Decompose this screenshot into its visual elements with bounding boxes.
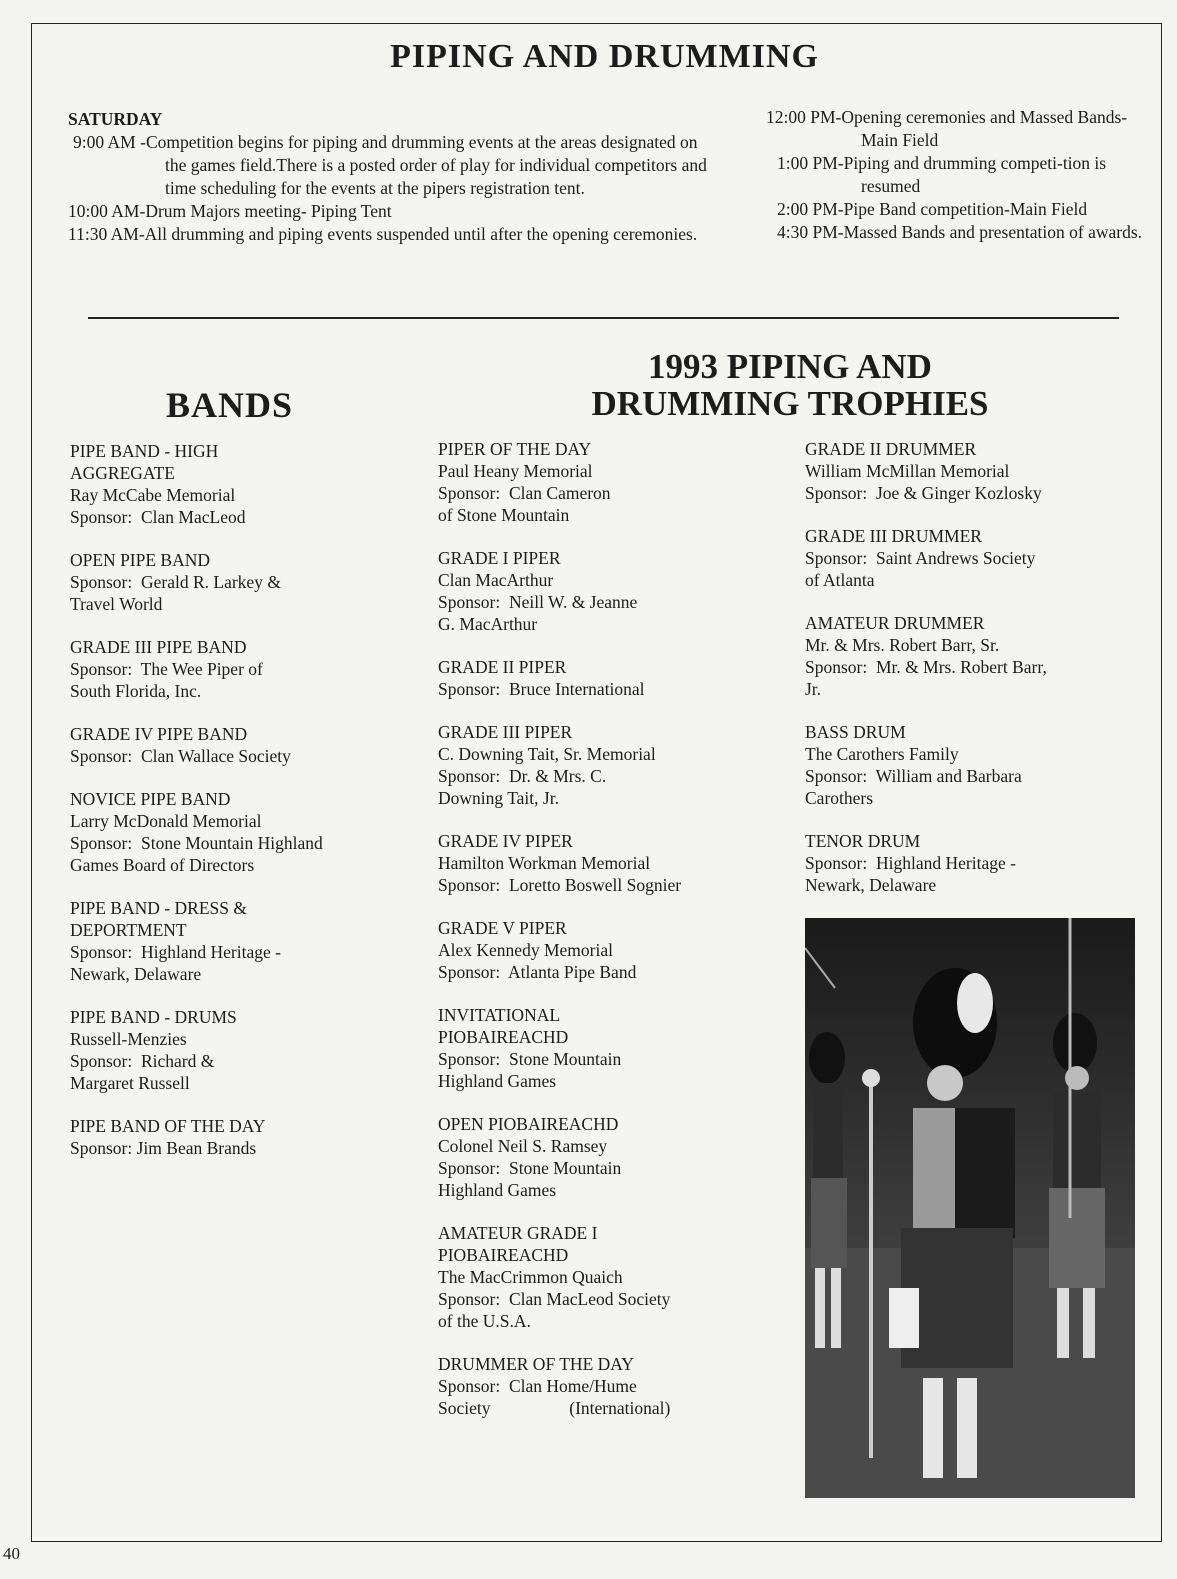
trophy-detail: Sponsor: The Wee Piper of — [70, 659, 263, 679]
trophy-name: AMATEUR DRUMMER — [805, 613, 985, 633]
trophy-detail: Sponsor: Atlanta Pipe Band — [438, 962, 637, 982]
trophy-detail: DEPORTMENT — [70, 920, 187, 940]
schedule-day: SATURDAY — [68, 109, 163, 129]
trophy-entry — [438, 1004, 788, 1092]
schedule-text: Opening ceremonies and Massed Bands-Main Field — [841, 107, 1128, 150]
trophy-name: PIPE BAND - HIGH — [70, 441, 219, 461]
photo-illustration — [805, 918, 1135, 1498]
trophy-name: GRADE V PIPER — [438, 918, 567, 938]
schedule-time: 10:00 AM- — [68, 201, 146, 221]
trophy-name: OPEN PIOBAIREACHD — [438, 1114, 619, 1134]
trophy-detail: of Atlanta — [805, 570, 875, 590]
schedule-time: 12:00 PM- — [766, 107, 842, 127]
trophy-name: OPEN PIPE BAND — [70, 550, 211, 570]
trophy-detail: South Florida, Inc. — [70, 681, 202, 701]
trophy-detail: Society (International) — [438, 1398, 671, 1418]
trophy-entry — [805, 438, 1145, 504]
trophy-detail: Sponsor: Neill W. & Jeanne — [438, 592, 638, 612]
trophy-detail: Sponsor: Richard & — [70, 1051, 215, 1071]
trophy-detail: C. Downing Tait, Sr. Memorial — [438, 744, 656, 764]
trophy-detail: Sponsor: Gerald R. Larkey & — [70, 572, 281, 592]
trophy-name: GRADE III DRUMMER — [805, 526, 982, 546]
trophy-entry — [70, 1115, 415, 1159]
trophy-detail: Mr. & Mrs. Robert Barr, Sr. — [805, 635, 1000, 655]
trophy-name: GRADE III PIPER — [438, 722, 573, 742]
trophy-name: PIPE BAND - DRESS & — [70, 898, 247, 918]
trophy-detail: The MacCrimmon Quaich — [438, 1267, 623, 1287]
page-title: PIPING AND DRUMMING — [390, 38, 819, 75]
trophy-detail: PIOBAIREACHD — [438, 1245, 569, 1265]
trophy-detail: Sponsor: Mr. & Mrs. Robert Barr, — [805, 657, 1047, 677]
trophy-detail: Paul Heany Memorial — [438, 461, 593, 481]
trophy-detail: Colonel Neil S. Ramsey — [438, 1136, 608, 1156]
schedule-item — [68, 131, 708, 200]
trophy-detail: Sponsor: Dr. & Mrs. C. — [438, 766, 607, 786]
trophy-name: DRUMMER OF THE DAY — [438, 1354, 634, 1374]
trophy-detail: Newark, Delaware — [70, 964, 202, 984]
trophy-detail: Travel World — [70, 594, 163, 614]
pipers-column — [438, 438, 788, 1440]
trophy-name: GRADE IV PIPER — [438, 831, 573, 851]
trophy-entry — [70, 440, 415, 528]
trophy-detail: Downing Tait, Jr. — [438, 788, 559, 808]
trophy-entry — [438, 1113, 788, 1201]
trophy-name: NOVICE PIPE BAND — [70, 789, 231, 809]
schedule-time: 2:00 PM- — [777, 199, 844, 219]
trophy-detail: Sponsor: Loretto Boswell Sognier — [438, 875, 682, 895]
trophy-entry — [805, 525, 1145, 591]
schedule-time: 11:30 AM- — [68, 224, 145, 244]
trophy-detail: Clan MacArthur — [438, 570, 554, 590]
trophy-detail: Sponsor: Stone Mountain — [438, 1158, 622, 1178]
trophy-detail: Jr. — [805, 679, 822, 699]
trophy-entry — [438, 547, 788, 635]
trophy-detail: Sponsor: Bruce International — [438, 679, 645, 699]
trophy-detail: Sponsor: Stone Mountain Highland — [70, 833, 323, 853]
bands-column — [70, 440, 415, 1180]
schedule-time: 4:30 PM- — [777, 222, 844, 242]
trophy-detail: Sponsor: Clan Home/Hume — [438, 1376, 637, 1396]
trophy-detail: Sponsor: Stone Mountain — [438, 1049, 622, 1069]
page-number: 40 — [3, 1544, 20, 1563]
trophy-detail: Highland Games — [438, 1071, 557, 1091]
trophy-entry — [70, 788, 415, 876]
trophy-detail: Larry McDonald Memorial — [70, 811, 262, 831]
trophy-name: GRADE II DRUMMER — [805, 439, 977, 459]
trophy-name: GRADE III PIPE BAND — [70, 637, 247, 657]
trophy-detail: AGGREGATE — [70, 463, 175, 483]
trophy-detail: Highland Games — [438, 1180, 557, 1200]
trophy-detail: Hamilton Workman Memorial — [438, 853, 651, 873]
trophy-detail: Russell-Menzies — [70, 1029, 187, 1049]
trophy-detail: Sponsor: Clan MacLeod Society — [438, 1289, 671, 1309]
trophy-name: PIPER OF THE DAY — [438, 439, 592, 459]
trophy-entry — [438, 917, 788, 983]
trophy-entry — [438, 1353, 788, 1419]
trophy-detail: Sponsor: Highland Heritage - — [805, 853, 1016, 873]
schedule-item — [766, 152, 1151, 198]
trophy-detail: Sponsor: Clan MacLeod — [70, 507, 246, 527]
trophy-detail: PIOBAIREACHD — [438, 1027, 569, 1047]
trophy-entry — [805, 721, 1145, 809]
trophy-entry — [805, 612, 1145, 700]
bands-heading: BANDS — [166, 385, 294, 425]
trophy-detail: of the U.S.A. — [438, 1311, 531, 1331]
trophy-detail: of Stone Mountain — [438, 505, 570, 525]
schedule-item — [766, 221, 1151, 244]
schedule-text: Competition begins for piping and drumming events at the areas designated on the games field.There is a posted order of play for individual competitors and time scheduling for the events at the pipers registration tent. — [145, 132, 707, 198]
trophy-name: AMATEUR GRADE I — [438, 1223, 598, 1243]
trophy-detail: Margaret Russell — [70, 1073, 190, 1093]
schedule-left — [68, 108, 708, 246]
trophy-detail: Sponsor: Saint Andrews Society — [805, 548, 1036, 568]
trophies-heading: 1993 PIPING AND DRUMMING TROPHIES — [591, 347, 989, 423]
trophy-detail: Games Board of Directors — [70, 855, 255, 875]
trophy-name: PIPE BAND - DRUMS — [70, 1007, 237, 1027]
trophy-entry — [438, 656, 788, 700]
trophy-name: PIPE BAND OF THE DAY — [70, 1116, 266, 1136]
schedule-item — [766, 198, 1151, 221]
trophy-detail: Sponsor: Jim Bean Brands — [70, 1138, 257, 1158]
trophy-detail: The Carothers Family — [805, 744, 959, 764]
trophy-detail: Sponsor: Clan Wallace Society — [70, 746, 291, 766]
trophy-entry — [70, 549, 415, 615]
trophy-entry — [438, 1222, 788, 1332]
schedule-text: All drumming and piping events suspended until after the opening ceremonies. — [144, 224, 698, 244]
schedule-text: Drum Majors meeting- Piping Tent — [145, 201, 392, 221]
trophy-entry — [70, 636, 415, 702]
pipe-band-photo — [805, 918, 1135, 1498]
trophy-detail: William McMillan Memorial — [805, 461, 1010, 481]
trophy-entry — [70, 897, 415, 985]
schedule-right — [766, 106, 1151, 244]
trophy-entry — [438, 438, 788, 526]
trophy-entry — [805, 830, 1145, 896]
schedule-item — [68, 223, 708, 246]
trophy-name: GRADE IV PIPE BAND — [70, 724, 248, 744]
trophy-detail: Carothers — [805, 788, 874, 808]
trophy-detail: Newark, Delaware — [805, 875, 937, 895]
schedule-item — [766, 106, 1151, 152]
trophy-detail: G. MacArthur — [438, 614, 538, 634]
trophy-entry — [70, 723, 415, 767]
trophy-entry — [438, 830, 788, 896]
trophy-detail: Ray McCabe Memorial — [70, 485, 236, 505]
schedule-text: Pipe Band competition-Main Field — [843, 199, 1088, 219]
drummers-column — [805, 438, 1145, 917]
trophy-entry — [438, 721, 788, 809]
trophy-detail: Sponsor: Joe & Ginger Kozlosky — [805, 483, 1042, 503]
trophy-detail: Sponsor: Highland Heritage - — [70, 942, 281, 962]
trophy-name: TENOR DRUM — [805, 831, 921, 851]
schedule-text: Piping and drumming competi-tion is resumed — [843, 153, 1107, 196]
trophy-name: GRADE I PIPER — [438, 548, 561, 568]
trophy-name: GRADE II PIPER — [438, 657, 567, 677]
trophy-name: INVITATIONAL — [438, 1005, 561, 1025]
trophy-detail: Alex Kennedy Memorial — [438, 940, 613, 960]
trophy-entry — [70, 1006, 415, 1094]
trophy-detail: Sponsor: Clan Cameron — [438, 483, 611, 503]
trophy-name: BASS DRUM — [805, 722, 906, 742]
schedule-item — [68, 200, 708, 223]
schedule-text: Massed Bands and presentation of awards. — [843, 222, 1143, 242]
schedule-time: 1:00 PM- — [777, 153, 844, 173]
trophy-detail: Sponsor: William and Barbara — [805, 766, 1022, 786]
schedule-time: 9:00 AM - — [73, 132, 146, 152]
section-divider — [88, 317, 1119, 319]
